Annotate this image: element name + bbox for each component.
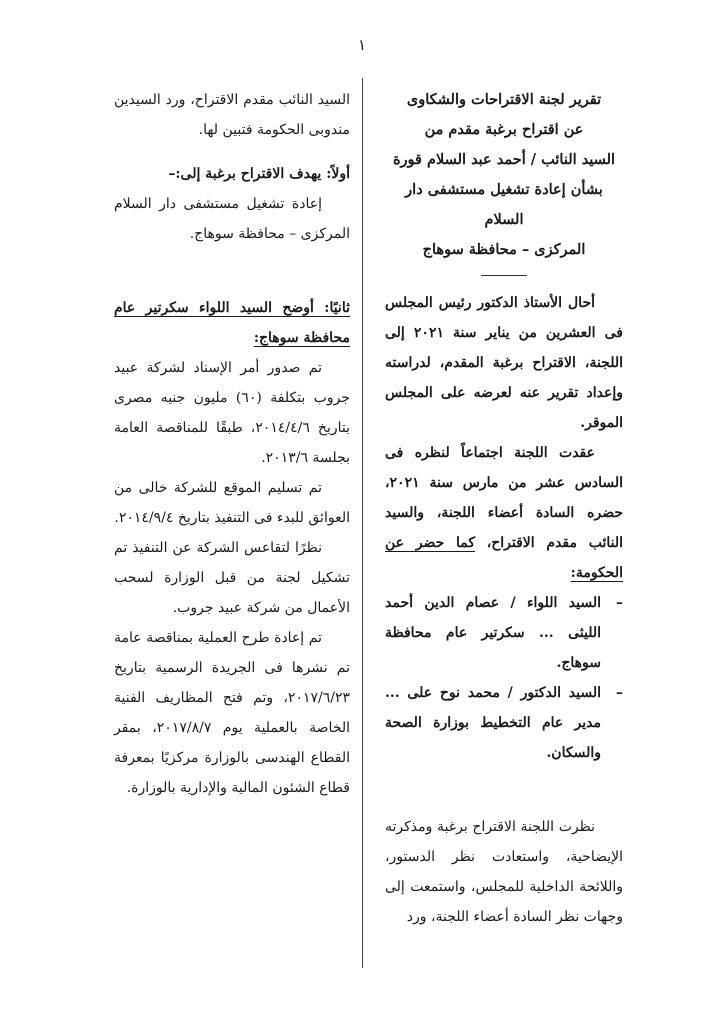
clarification-paragraph: تم إعادة طرح العملية بمناقصة عامة تم نشرها فى الجريدة الرسمية بتاريخ ٢٠١٧/٦/٢٣، وتم فتح المظاريف الفنية الخاصة بالعملية يوم ٢٠١٧/٨/٧، بمقر القطاع الهندسى بالوزارة مركزيًا بمعرفة قطاع الشئون المالية والإدارية بالوزارة. [114, 630, 351, 796]
report-title [385, 85, 623, 265]
continued-paragraph: السيد النائب مقدم الاقتراح، ورد السيدين مندوبى الحكومة فتبين لها. [114, 92, 350, 138]
attendees-list [385, 588, 623, 768]
title-line: المركزى – محافظة سوهاج [422, 241, 586, 258]
meeting-paragraph [385, 438, 623, 588]
column-divider [362, 78, 363, 968]
left-column [114, 85, 350, 803]
title-line: عن اقتراح برغبة مقدم من [424, 121, 584, 138]
meeting-text: عقدت اللجنة اجتماعاً لنظره فى السادس عشر من مارس سنة ٢٠٢١، حضره السادة أعضاء اللجنة، والسيد النائب مقدم الاقتراح، [385, 445, 623, 551]
title-line: بشأن إعادة تشغيل مستشفى دار السلام [405, 181, 603, 228]
right-column [385, 85, 623, 932]
list-item: –السيد اللواء / عصام الدين أحمد الليثى ... سكرتير عام محافظة سوهاج. [385, 595, 623, 671]
government-attendance-label: كما حضر عن الحكومة: [385, 535, 623, 581]
clarification-paragraph: تم صدور أمر الإسناد لشركة عبيد جروب بتكلفة (٦٠) مليون جنيه مصرى بتاريخ ٢٠١٤/٤/٦، طبقًا للمناقصة العامة بجلسة ٢٠١٣/٦. [114, 360, 350, 466]
referral-paragraph: أحال الأستاذ الدكتور رئيس المجلس فى العشرين من يناير سنة ٢٠٢١ إلى اللجنة، الاقتراح برغبة المقدم، لدراسته وإعداد تقرير عنه لعرضه على المجلس الموقر. [385, 295, 623, 431]
section-heading-goal: أولاً: يهدف الاقتراح برغبة إلى:– [168, 166, 350, 182]
title-line: تقرير لجنة الاقتراحات والشكاوى [406, 91, 602, 108]
title-separator [481, 275, 527, 276]
review-paragraph: نظرت اللجنة الاقتراح برغبة ومذكرته الإيضاحية، واستعادت نظر الدستور، واللائحة الداخلية للمجلس، واستمعت إلى وجهات نظر السادة أعضاء اللجنة، ورد [385, 819, 623, 925]
list-item: –السيد الدكتور / محمد نوح على ... مدير عام التخطيط بوزارة الصحة والسكان. [385, 685, 623, 761]
goal-text: إعادة تشغيل مستشفى دار السلام المركزى – محافظة سوهاج. [114, 196, 350, 242]
section-heading-clarification: ثانيًا: أوضح السيد اللواء سكرتير عام محافظة سوهاج: [114, 300, 350, 346]
title-line: السيد النائب / أحمد عبد السلام قورة [392, 151, 616, 168]
page-number: ١ [357, 36, 367, 54]
clarification-paragraph: تم تسليم الموقع للشركة خالى من العوائق للبدء فى التنفيذ بتاريخ ٢٠١٤/٩/٤. [114, 480, 350, 526]
clarification-paragraph: نظرًا لتقاعس الشركة عن التنفيذ تم تشكيل لجنة من قبل الوزارة لسحب الأعمال من شركة عبيد جروب. [114, 540, 350, 616]
